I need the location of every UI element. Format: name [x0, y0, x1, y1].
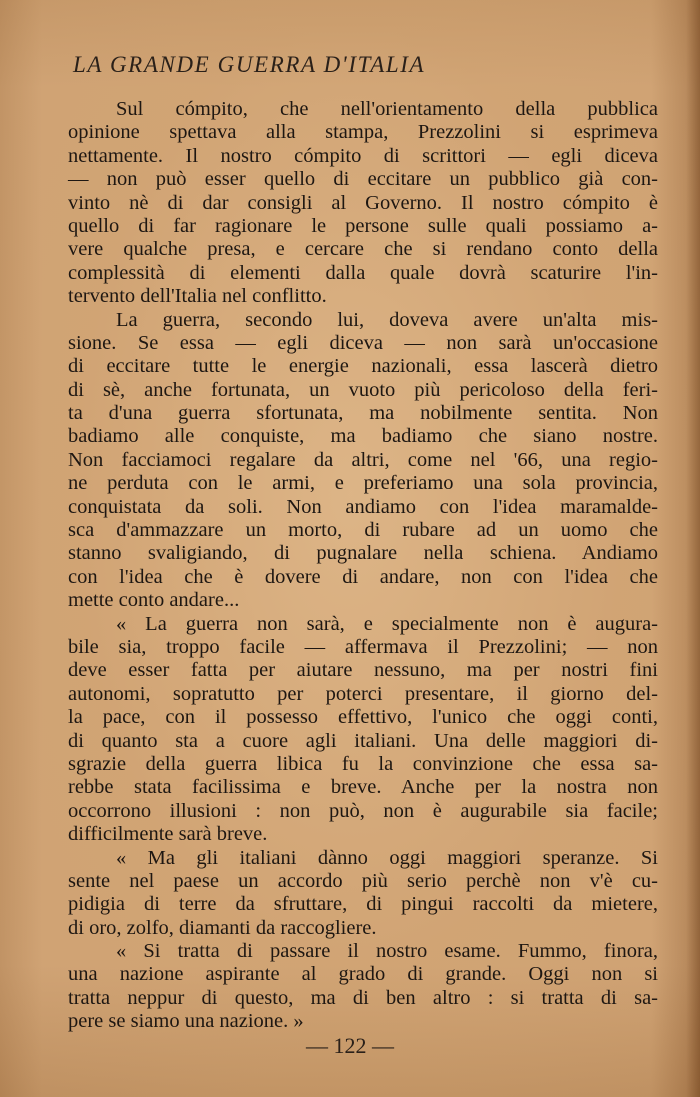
- text-line: bile sia, troppo facile — affermava il Prezzolini; — non: [68, 635, 658, 658]
- text-line: autonomi, sopratutto per poterci presentare, il giorno del-: [68, 682, 658, 705]
- text-line: ta d'una guerra sfortunata, ma nobilmente sentita. Non: [68, 402, 658, 425]
- text-line: sione. Se essa — egli diceva — non sarà un'occasione: [68, 331, 658, 354]
- text-line: « Ma gli italiani dànno oggi maggiori speranze. Si: [116, 846, 658, 869]
- text-line: difficilmente sarà breve.: [68, 823, 268, 846]
- text-line: opinione spettava alla stampa, Prezzolini si esprimeva: [68, 121, 658, 144]
- text-line: una nazione aspirante al grado di grande. Oggi non si: [68, 963, 658, 986]
- page-number: — 122 —: [306, 1033, 394, 1058]
- text-line: complessità di elementi dalla quale dovrà scaturire l'in-: [68, 261, 658, 284]
- text-line: di oro, zolfo, diamanti da raccogliere.: [68, 916, 377, 939]
- text-line: pidigia di terre da sfruttare, di pingui raccolti da mietere,: [68, 893, 658, 916]
- text-line: sente nel paese un accordo più serio perchè non v'è cu-: [68, 869, 658, 892]
- text-line: conquistata da soli. Non andiamo con l'idea maramalde-: [68, 495, 658, 518]
- text-line: mette conto andare...: [68, 589, 240, 612]
- text-line: la pace, con il possesso effettivo, l'unico che oggi conti,: [68, 706, 658, 729]
- text-line: nettamente. Il nostro cómpito di scrittori — egli diceva: [68, 144, 658, 167]
- text-line: — non può esser quello di eccitare un pubblico già con-: [68, 168, 658, 191]
- text-line: Non facciamoci regalare da altri, come nel '66, una regio-: [68, 448, 658, 471]
- text-line: stanno svaligiando, di pugnalare nella schiena. Andiamo: [68, 542, 658, 565]
- text-line: sca d'ammazzare un morto, di rubare ad un uomo che: [68, 519, 658, 542]
- text-line: pere se siamo una nazione. »: [68, 1010, 304, 1033]
- text-line: di eccitare tutte le energie nazionali, essa lascerà dietro: [68, 355, 658, 378]
- text-line: di sè, anche fortunata, un vuoto più pericoloso della feri-: [68, 378, 658, 401]
- running-title: LA GRANDE GUERRA D'ITALIA: [73, 52, 426, 77]
- text-line: di quanto sta a cuore agli italiani. Una delle maggiori di-: [68, 729, 658, 752]
- text-line: « Si tratta di passare il nostro esame. Fummo, finora,: [116, 940, 658, 963]
- text-line: sgrazie della guerra libica fu la convinzione che essa sa-: [68, 752, 658, 775]
- text-line: La guerra, secondo lui, doveva avere un'alta mis-: [116, 308, 658, 331]
- text-line: vere qualche presa, e cercare che si rendano conto della: [68, 238, 658, 261]
- text-line: tratta neppur di questo, ma di ben altro : si tratta di sa-: [68, 986, 658, 1009]
- text-line: quello di far ragionare le persone sulle quali possiamo a-: [68, 214, 658, 237]
- text-line: deve esser fatta per aiutare nessuno, ma per nostri fini: [68, 659, 658, 682]
- text-line: Sul cómpito, che nell'orientamento della pubblica: [116, 98, 658, 120]
- text-line: rebbe stata facilissima e breve. Anche per la nostra non: [68, 776, 658, 799]
- text-line: tervento dell'Italia nel conflitto.: [68, 285, 327, 308]
- text-line: occorrono illusioni : non può, non è augurabile sia facile;: [68, 799, 658, 822]
- page-edge-shadow: [686, 0, 700, 1097]
- text-line: ne perduta con le armi, e preferiamo una sola provincia,: [68, 472, 658, 495]
- text-line: « La guerra non sarà, e specialmente non è augura-: [116, 612, 658, 635]
- text-line: vinto nè di dar consigli al Governo. Il nostro cómpito è: [68, 191, 658, 214]
- text-line: con l'idea che è dovere di andare, non con l'idea che: [68, 565, 658, 588]
- text-line: badiamo alle conquiste, ma badiamo che siano nostre.: [68, 425, 658, 448]
- body-text: [68, 98, 658, 1034]
